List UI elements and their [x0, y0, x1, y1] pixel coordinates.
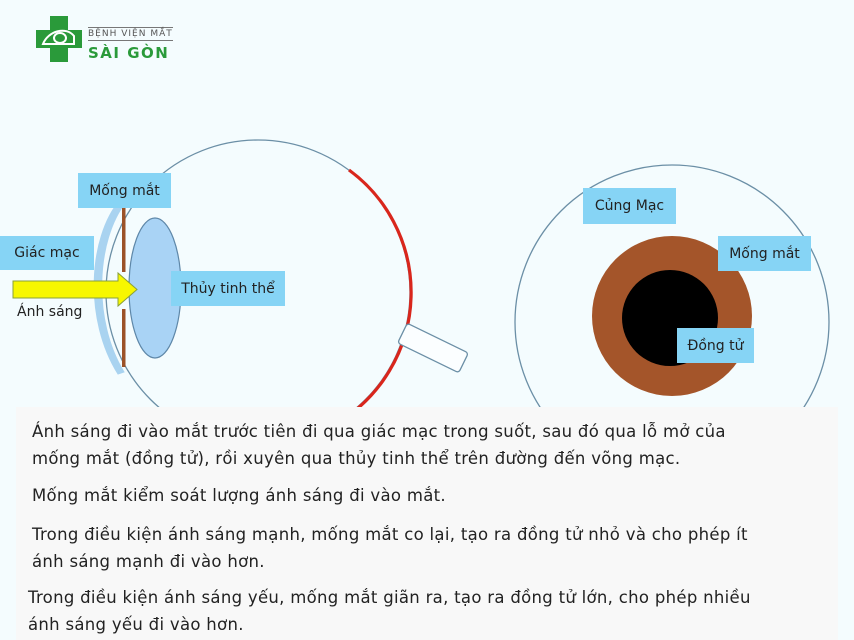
paragraph-4: [28, 584, 751, 638]
iris-upper: [122, 208, 126, 272]
paragraph-2-line-1: Mống mắt kiểm soát lượng ánh sáng đi vào mắt.: [32, 486, 446, 505]
label-pupil: Đồng tử: [677, 328, 754, 363]
light-arrow: [13, 273, 137, 306]
logo-line1: BỆNH VIỆN MẮT: [88, 29, 173, 39]
logo-line2: SÀI GÒN: [88, 44, 170, 62]
paragraph-3-line-1: Trong điều kiện ánh sáng mạnh, mống mắt co lại, tạo ra đồng tử nhỏ và cho phép ít: [32, 525, 748, 544]
paragraph-1-line-2: mống mắt (đồng tử), rồi xuyên qua thủy tinh thể trên đường đến võng mạc.: [32, 449, 681, 468]
paragraph-2: [32, 482, 446, 509]
label-iris-side: Mống mắt: [78, 173, 171, 208]
optic-nerve: [398, 323, 469, 373]
label-cornea: Giác mạc: [0, 236, 94, 270]
label-sclera: Củng Mạc: [583, 188, 676, 224]
iris-lower: [122, 309, 126, 367]
label-lens: Thủy tinh thể: [171, 271, 285, 306]
paragraph-3: [32, 521, 748, 575]
label-iris-front: Mống mắt: [718, 236, 811, 271]
paragraph-1-line-1: Ánh sáng đi vào mắt trước tiên đi qua giác mạc trong suốt, sau đó qua lỗ mở của: [32, 422, 726, 441]
paragraph-1: [32, 418, 726, 472]
paragraph-3-line-2: ánh sáng mạnh đi vào hơn.: [32, 552, 265, 571]
explanation-panel: [16, 407, 838, 640]
paragraph-4-line-2: ánh sáng yếu đi vào hơn.: [28, 615, 244, 634]
label-light: Ánh sáng: [17, 304, 83, 320]
paragraph-4-line-1: Trong điều kiện ánh sáng yếu, mống mắt giãn ra, tạo ra đồng tử lớn, cho phép nhiều: [28, 588, 751, 607]
retina-arc: [342, 170, 411, 410]
